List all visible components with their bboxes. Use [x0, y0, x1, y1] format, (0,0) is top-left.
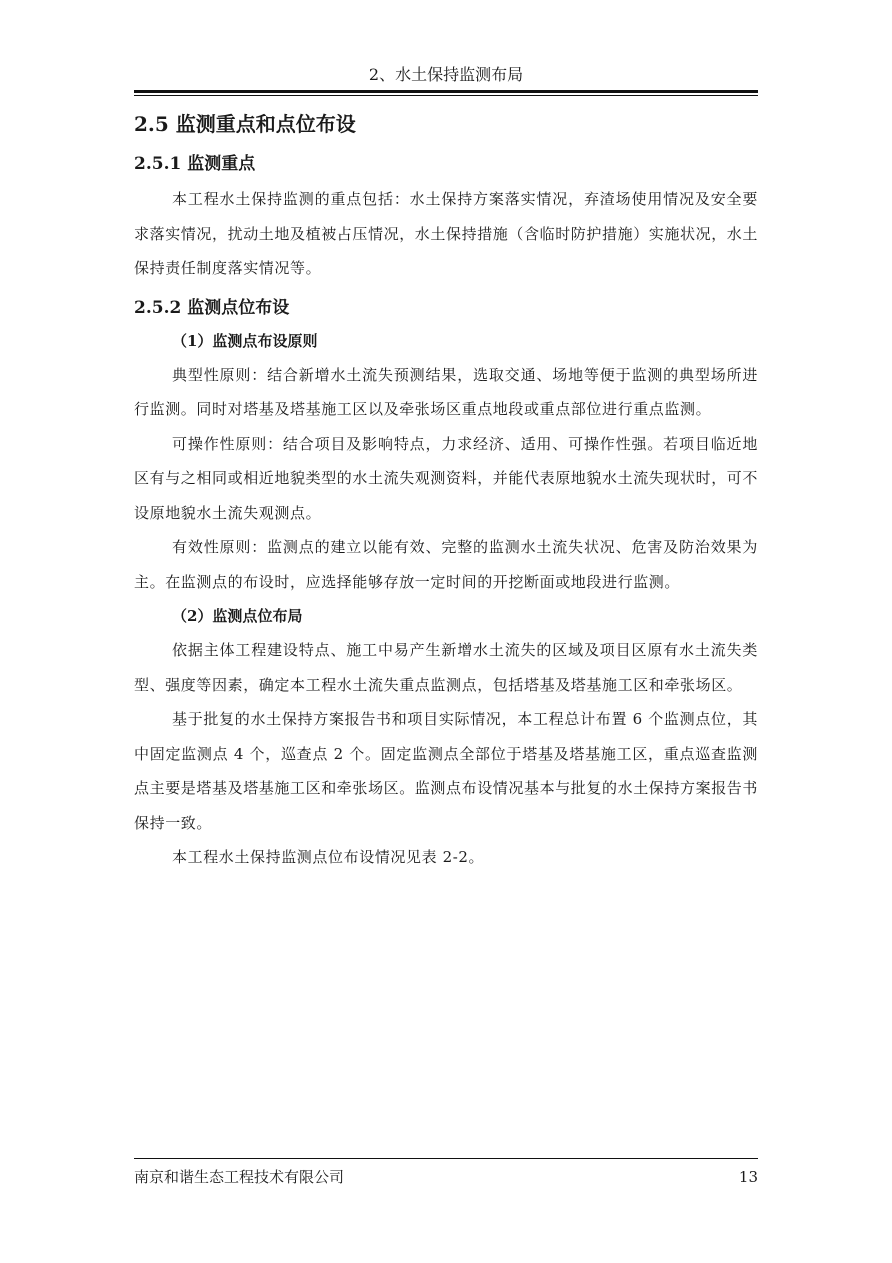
paragraph-layout-count: 基于批复的水土保持方案报告书和项目实际情况，本工程总计布置 6 个监测点位，其中固定监测点 4 个，巡查点 2 个。固定监测点全部位于塔基及塔基施工区，重点巡查监测点主要是塔基及塔基施工区和牵张场区。监测点布设情况基本与批复的水土保持方案报告书保持一致。: [134, 710, 759, 832]
part-heading-principles: （1）监测点布设原则: [172, 331, 318, 350]
section-heading: 2.5 监测重点和点位布设: [134, 112, 356, 136]
footer-company: 南京和谐生态工程技术有限公司: [134, 1168, 345, 1186]
paragraph-effectiveness-principle: 有效性原则：监测点的建立以能有效、完整的监测水土流失状况、危害及防治效果为主。在监测点的布设时，应选择能够存放一定时间的开挖断面或地段进行监测。: [134, 538, 758, 591]
paragraph-table-reference: 本工程水土保持监测点位布设情况见表 2-2。: [172, 848, 485, 866]
paragraph-typicality-principle: 典型性原则：结合新增水土流失预测结果，选取交通、场地等便于监测的典型场所进行监测。同时对塔基及塔基施工区以及牵张场区重点地段或重点部位进行重点监测。: [134, 365, 758, 418]
footer-rule: [134, 1158, 758, 1159]
subsection-heading-2-5-1: 2.5.1 监测重点: [134, 154, 256, 174]
header-rule-thin: [134, 95, 758, 96]
part-heading-layout: （2）监测点位布局: [172, 607, 303, 625]
paragraph-operability-principle: 可操作性原则：结合项目及影响特点，力求经济、适用、可操作性强。若项目临近地区有与之相同或相近地貌类型的水土流失观测资料，并能代表原地貌水土流失现状时，可不设原地貌水土流失观测点。: [134, 434, 759, 522]
running-header: 2、水土保持监测布局: [368, 65, 524, 84]
header-rule-thick: [134, 90, 758, 93]
paragraph-monitoring-focus: 本工程水土保持监测的重点包括：水土保持方案落实情况，弃渣场使用情况及安全要求落实情况，扰动土地及植被占压情况，水土保持措施（含临时防护措施）实施状况，水土保持责任制度落实情况等。: [134, 190, 759, 277]
subsection-heading-2-5-2: 2.5.2 监测点位布设: [134, 297, 290, 318]
paragraph-layout-basis: 依据主体工程建设特点、施工中易产生新增水土流失的区域及项目区原有水土流失类型、强度等因素，确定本工程水土流失重点监测点，包括塔基及塔基施工区和牵张场区。: [134, 641, 758, 694]
footer-page-number: 13: [738, 1168, 758, 1186]
page-content: [134, 104, 758, 875]
